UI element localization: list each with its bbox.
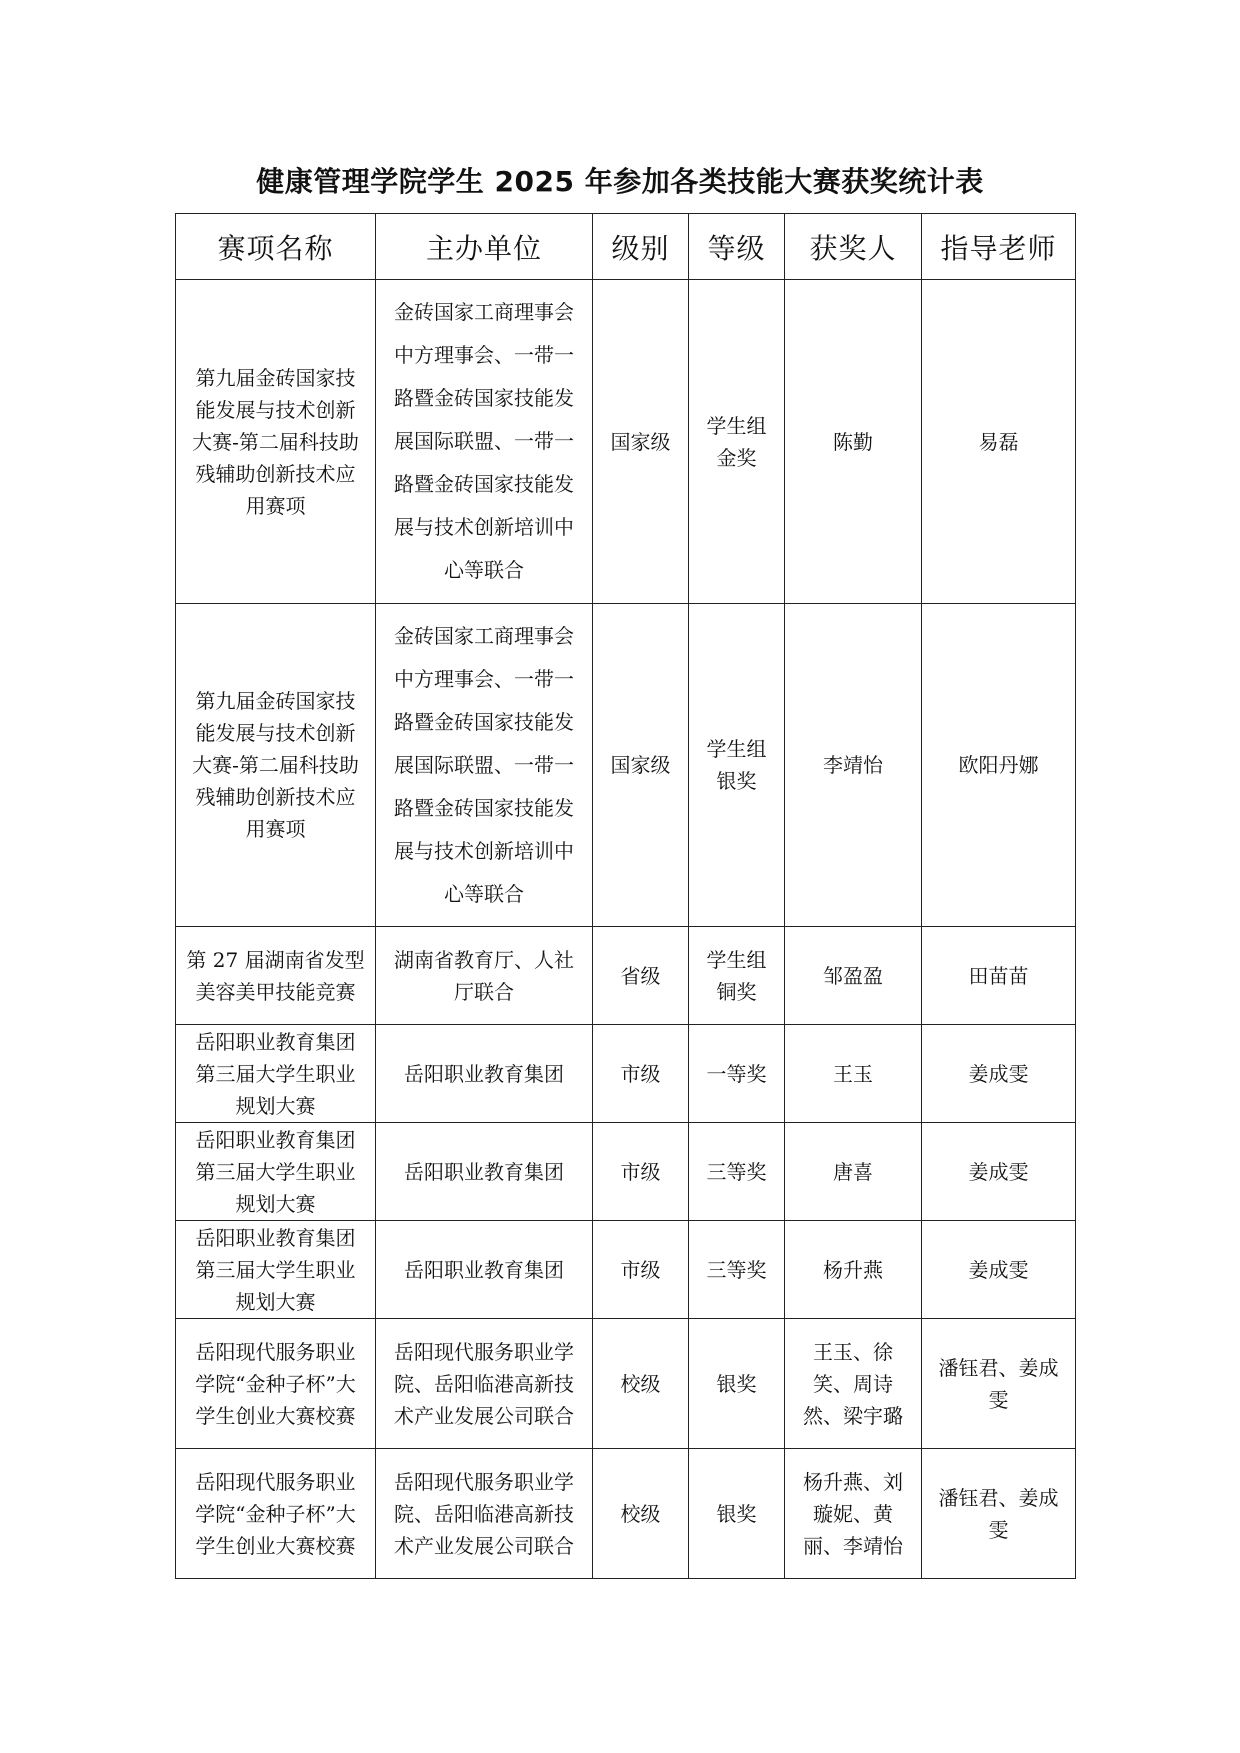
- table-row: [176, 1319, 1076, 1449]
- award-grade: 银奖: [689, 1449, 785, 1579]
- teacher: 姜成雯: [922, 1221, 1076, 1319]
- award-level: 市级: [593, 1025, 689, 1123]
- header-competition: 赛项名称: [176, 214, 376, 280]
- award-level: 国家级: [593, 604, 689, 927]
- header-winner: 获奖人: [785, 214, 922, 280]
- award-grade: 学生组金奖: [689, 280, 785, 604]
- teacher: 姜成雯: [922, 1123, 1076, 1221]
- competition-name: 岳阳职业教育集团第三届大学生职业规划大赛: [176, 1123, 376, 1221]
- winner: 邹盈盈: [785, 927, 922, 1025]
- competition-name: 岳阳职业教育集团第三届大学生职业规划大赛: [176, 1221, 376, 1319]
- table-row: [176, 1449, 1076, 1579]
- teacher: 姜成雯: [922, 1025, 1076, 1123]
- competition-name: 岳阳现代服务职业学院“金种子杯”大学生创业大赛校赛: [176, 1319, 376, 1449]
- award-grade: 一等奖: [689, 1025, 785, 1123]
- teacher: 易磊: [922, 280, 1076, 604]
- award-grade: 三等奖: [689, 1123, 785, 1221]
- winner: 杨升燕、刘璇妮、黄丽、李靖怡: [785, 1449, 922, 1579]
- page-title: 健康管理学院学生 2025 年参加各类技能大赛获奖统计表: [256, 165, 984, 198]
- teacher: 潘钰君、姜成雯: [922, 1449, 1076, 1579]
- award-level: 国家级: [593, 280, 689, 604]
- header-organizer: 主办单位: [376, 214, 593, 280]
- competition-name: 岳阳职业教育集团第三届大学生职业规划大赛: [176, 1025, 376, 1123]
- award-level: 省级: [593, 927, 689, 1025]
- award-statistics-table: [175, 213, 1076, 1579]
- organizer: 岳阳职业教育集团: [376, 1025, 593, 1123]
- winner: 王玉、徐笑、周诗然、梁宇璐: [785, 1319, 922, 1449]
- award-level: 市级: [593, 1221, 689, 1319]
- award-level: 校级: [593, 1449, 689, 1579]
- header-teacher: 指导老师: [922, 214, 1076, 280]
- organizer: 金砖国家工商理事会中方理事会、一带一路暨金砖国家技能发展国际联盟、一带一路暨金砖国家技能发展与技术创新培训中心等联合: [376, 604, 593, 927]
- table-row: [176, 927, 1076, 1025]
- organizer: 岳阳职业教育集团: [376, 1123, 593, 1221]
- winner: 唐喜: [785, 1123, 922, 1221]
- competition-name: 第九届金砖国家技能发展与技术创新大赛-第二届科技助残辅助创新技术应用赛项: [176, 280, 376, 604]
- award-level: 市级: [593, 1123, 689, 1221]
- award-grade: 学生组铜奖: [689, 927, 785, 1025]
- organizer: 金砖国家工商理事会中方理事会、一带一路暨金砖国家技能发展国际联盟、一带一路暨金砖国家技能发展与技术创新培训中心等联合: [376, 280, 593, 604]
- winner: 李靖怡: [785, 604, 922, 927]
- teacher: 田苗苗: [922, 927, 1076, 1025]
- winner: 王玉: [785, 1025, 922, 1123]
- award-grade: 银奖: [689, 1319, 785, 1449]
- table-row: [176, 1221, 1076, 1319]
- table-row: [176, 1025, 1076, 1123]
- competition-name: 第 27 届湖南省发型美容美甲技能竞赛: [176, 927, 376, 1025]
- award-level: 校级: [593, 1319, 689, 1449]
- organizer: 岳阳现代服务职业学院、岳阳临港高新技术产业发展公司联合: [376, 1319, 593, 1449]
- competition-name: 第九届金砖国家技能发展与技术创新大赛-第二届科技助残辅助创新技术应用赛项: [176, 604, 376, 927]
- organizer: 岳阳职业教育集团: [376, 1221, 593, 1319]
- table-row: [176, 1123, 1076, 1221]
- teacher: 潘钰君、姜成雯: [922, 1319, 1076, 1449]
- winner: 杨升燕: [785, 1221, 922, 1319]
- header-grade: 等级: [689, 214, 785, 280]
- teacher: 欧阳丹娜: [922, 604, 1076, 927]
- header-level: 级别: [593, 214, 689, 280]
- table-header-row: [176, 214, 1076, 280]
- competition-name: 岳阳现代服务职业学院“金种子杯”大学生创业大赛校赛: [176, 1449, 376, 1579]
- organizer: 湖南省教育厅、人社厅联合: [376, 927, 593, 1025]
- award-grade: 三等奖: [689, 1221, 785, 1319]
- organizer: 岳阳现代服务职业学院、岳阳临港高新技术产业发展公司联合: [376, 1449, 593, 1579]
- table-row: [176, 604, 1076, 927]
- table-row: [176, 280, 1076, 604]
- award-grade: 学生组银奖: [689, 604, 785, 927]
- winner: 陈勤: [785, 280, 922, 604]
